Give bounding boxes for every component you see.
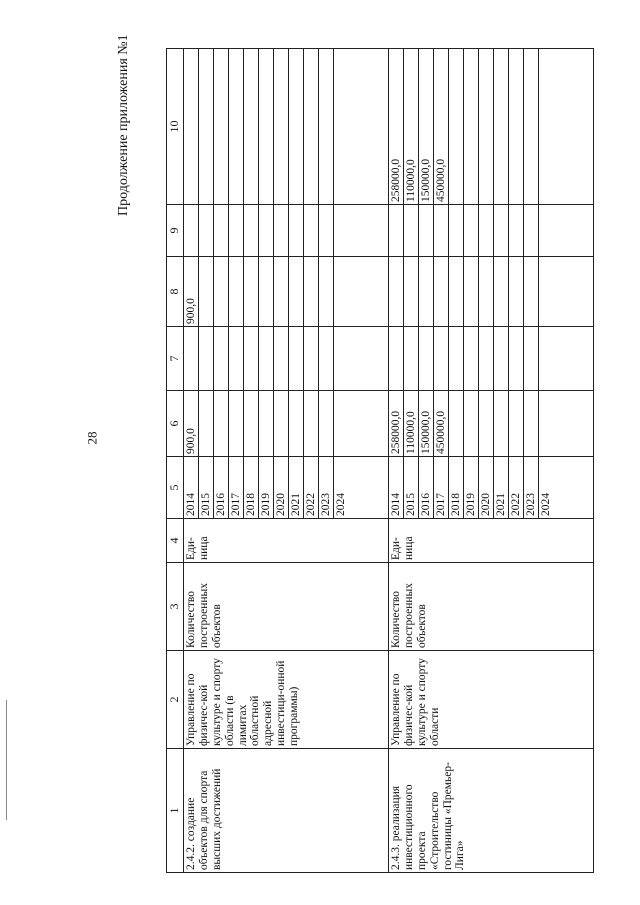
col9-value	[199, 205, 214, 256]
year-value: 2024	[540, 493, 552, 516]
col9-value	[274, 205, 289, 256]
header-col-3: 3	[167, 563, 184, 651]
unit-cell: Еди-ница	[389, 519, 594, 563]
col9-value	[304, 205, 319, 256]
col10-value	[334, 49, 348, 204]
col9-value	[259, 205, 274, 256]
year-value: 2017	[229, 457, 244, 518]
year-value: 2023	[524, 457, 539, 518]
col7-value	[434, 327, 449, 390]
col8-value	[404, 257, 419, 326]
col9-value	[509, 205, 524, 256]
col7-value	[229, 327, 244, 390]
col6-value: 450000,0	[434, 391, 449, 456]
col8-value	[419, 257, 434, 326]
col7-value	[419, 327, 434, 390]
col10-value	[199, 49, 214, 204]
col10-value	[464, 49, 479, 204]
col9-value	[389, 205, 404, 256]
col10-value	[214, 49, 229, 204]
col6-value	[289, 391, 304, 456]
col8-value: 900,0	[184, 257, 199, 326]
col6-value	[259, 391, 274, 456]
col10-value: 258000,0	[389, 49, 404, 204]
year-value: 2018	[244, 457, 259, 518]
year-value: 2024	[335, 493, 347, 516]
year-cell	[389, 457, 594, 519]
col6-value	[539, 391, 553, 456]
col9-cell	[389, 205, 594, 257]
col6-value	[509, 391, 524, 456]
col9-value	[184, 205, 199, 256]
responsible-cell: Управление по физичес-кой культуре и спорту области (в лимитах областной адресной инвестици-онной программы)	[184, 651, 389, 749]
col10-value: 110000,0	[404, 49, 419, 204]
year-cell	[184, 457, 389, 519]
year-value: 2021	[494, 457, 509, 518]
col10-value	[289, 49, 304, 204]
col7-value	[199, 327, 214, 390]
col7-value	[319, 327, 334, 390]
year-value: 2015	[404, 457, 419, 518]
data-table	[166, 48, 594, 873]
col6-value	[524, 391, 539, 456]
col10-value: 150000,0	[419, 49, 434, 204]
col7-value	[274, 327, 289, 390]
col6-cell	[389, 391, 594, 457]
col10-cell	[389, 49, 594, 205]
col7-value	[244, 327, 259, 390]
header-col-6: 6	[167, 391, 184, 457]
col7-value	[289, 327, 304, 390]
col9-value	[494, 205, 509, 256]
year-value: 2022	[509, 457, 524, 518]
col10-value	[319, 49, 334, 204]
col7-value	[304, 327, 319, 390]
col8-value	[229, 257, 244, 326]
col7-cell	[389, 327, 594, 391]
table-row	[184, 49, 389, 873]
year-value: 2019	[259, 457, 274, 518]
col9-value	[539, 205, 553, 256]
indicator-cell: Количество построенных объектов	[389, 563, 594, 651]
col10-value	[229, 49, 244, 204]
col10-value	[479, 49, 494, 204]
col8-value	[244, 257, 259, 326]
col9-value	[229, 205, 244, 256]
col8-value	[539, 257, 553, 326]
col9-value	[479, 205, 494, 256]
col8-value	[389, 257, 404, 326]
col6-value	[319, 391, 334, 456]
col6-value	[449, 391, 464, 456]
col9-value	[334, 205, 348, 256]
year-value: 2016	[419, 457, 434, 518]
col10-value	[184, 49, 199, 204]
col8-value	[509, 257, 524, 326]
responsible-cell: Управление по физичес-кой культуре и спорту области	[389, 651, 594, 749]
col6-value	[274, 391, 289, 456]
col6-value	[479, 391, 494, 456]
col8-value	[449, 257, 464, 326]
col9-value	[244, 205, 259, 256]
col9-value	[434, 205, 449, 256]
col9-value	[214, 205, 229, 256]
col7-value	[184, 327, 199, 390]
year-value: 2022	[304, 457, 319, 518]
col7-value	[479, 327, 494, 390]
col7-value	[494, 327, 509, 390]
col7-value	[509, 327, 524, 390]
col9-value	[404, 205, 419, 256]
col8-value	[319, 257, 334, 326]
col8-value	[434, 257, 449, 326]
col10-value	[304, 49, 319, 204]
col7-cell	[184, 327, 389, 391]
col6-value	[199, 391, 214, 456]
col10-value	[274, 49, 289, 204]
header-col-10: 10	[167, 49, 184, 205]
col7-value	[334, 327, 348, 390]
col9-value	[464, 205, 479, 256]
col7-value	[524, 327, 539, 390]
col7-value	[259, 327, 274, 390]
header-col-1: 1	[167, 749, 184, 873]
col8-cell	[184, 257, 389, 327]
year-value: 2020	[479, 457, 494, 518]
header-col-7: 7	[167, 327, 184, 391]
col10-value	[449, 49, 464, 204]
col6-cell	[184, 391, 389, 457]
header-row	[167, 49, 184, 873]
year-value: 2020	[274, 457, 289, 518]
col10-value	[244, 49, 259, 204]
page-number: 28	[84, 431, 100, 445]
col8-value	[479, 257, 494, 326]
indicator-cell: Количество построенных объектов	[184, 563, 389, 651]
unit-cell: Еди-ница	[184, 519, 389, 563]
scan-edge-mark	[6, 700, 7, 820]
col6-value	[494, 391, 509, 456]
col10-value	[259, 49, 274, 204]
col6-value	[229, 391, 244, 456]
year-value: 2021	[289, 457, 304, 518]
year-value: 2017	[434, 457, 449, 518]
col9-value	[419, 205, 434, 256]
year-value: 2014	[389, 457, 404, 518]
col9-value	[524, 205, 539, 256]
col8-value	[289, 257, 304, 326]
col7-value	[389, 327, 404, 390]
col8-value	[524, 257, 539, 326]
col8-value	[334, 257, 348, 326]
header-col-8: 8	[167, 257, 184, 327]
col10-value	[539, 49, 553, 204]
col10-value: 450000,0	[434, 49, 449, 204]
table-row	[389, 49, 594, 873]
col9-value	[289, 205, 304, 256]
col8-value	[464, 257, 479, 326]
col6-value: 110000,0	[404, 391, 419, 456]
col8-value	[274, 257, 289, 326]
col10-value	[494, 49, 509, 204]
col9-value	[449, 205, 464, 256]
col6-value	[244, 391, 259, 456]
col6-value: 150000,0	[419, 391, 434, 456]
col6-value	[304, 391, 319, 456]
header-col-5: 5	[167, 457, 184, 519]
year-value: 2023	[319, 457, 334, 518]
year-value: 2015	[199, 457, 214, 518]
year-value: 2019	[464, 457, 479, 518]
col8-cell	[389, 257, 594, 327]
col8-value	[259, 257, 274, 326]
col7-value	[449, 327, 464, 390]
appendix-caption: Продолжение приложения №1	[116, 34, 131, 216]
col6-value	[334, 391, 348, 456]
col8-value	[199, 257, 214, 326]
col8-value	[494, 257, 509, 326]
col8-value	[304, 257, 319, 326]
measure-name-cell: 2.4.2. создание объектов для спорта высших достижений	[184, 749, 389, 873]
col10-cell	[184, 49, 389, 205]
year-value: 2014	[184, 457, 199, 518]
measure-name-cell: 2.4.3. реализация инвестиционного проекта «Строительство гостиницы «Премьер-Лига»	[389, 749, 594, 873]
col10-value	[524, 49, 539, 204]
col6-value: 258000,0	[389, 391, 404, 456]
header-col-4: 4	[167, 519, 184, 563]
col9-cell	[184, 205, 389, 257]
col6-value	[464, 391, 479, 456]
col10-value	[509, 49, 524, 204]
col7-value	[404, 327, 419, 390]
col7-value	[214, 327, 229, 390]
col6-value	[214, 391, 229, 456]
col7-value	[464, 327, 479, 390]
header-col-9: 9	[167, 205, 184, 257]
header-col-2: 2	[167, 651, 184, 749]
rotated-table-sheet	[166, 49, 580, 873]
year-value: 2016	[214, 457, 229, 518]
col9-value	[319, 205, 334, 256]
col6-value: 900,0	[184, 391, 199, 456]
col7-value	[539, 327, 553, 390]
year-value: 2018	[449, 457, 464, 518]
col8-value	[214, 257, 229, 326]
